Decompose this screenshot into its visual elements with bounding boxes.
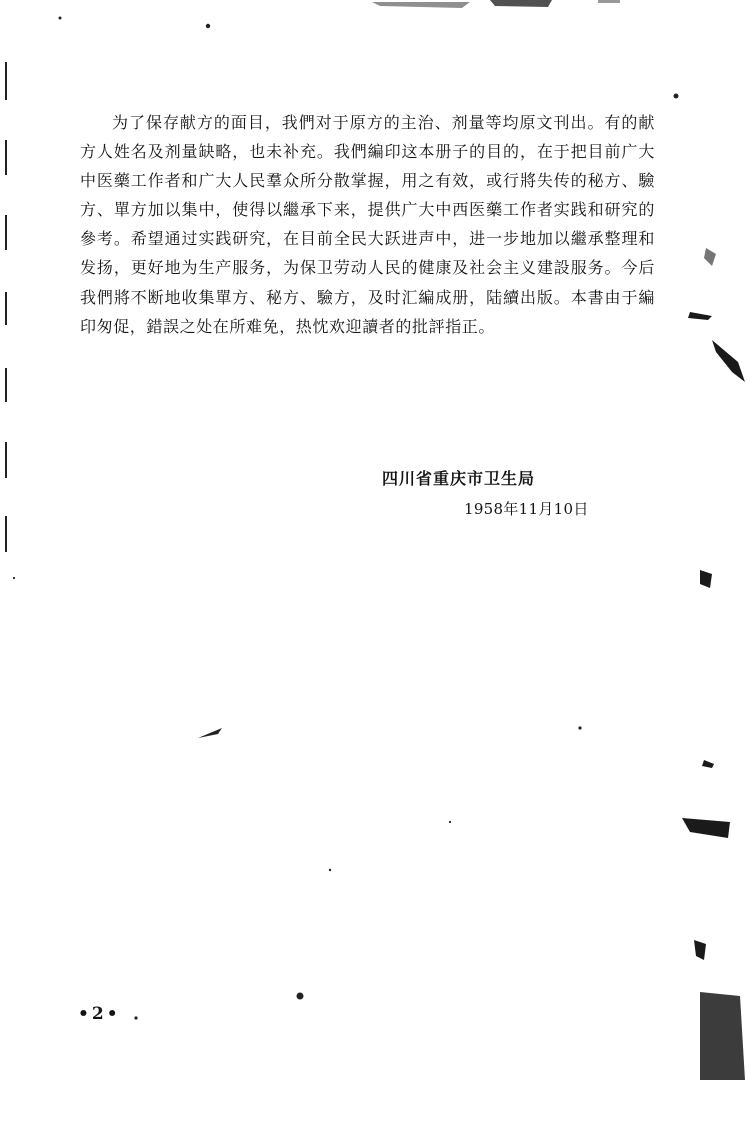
issue-date: 1958年11月10日 xyxy=(464,500,589,518)
page-number-dot-right: • xyxy=(106,1004,121,1024)
right-edge-specks xyxy=(682,248,745,1080)
preface-paragraph: 为了保存献方的面目，我們对于原方的主治、剂量等均原文刊出。有的献方人姓名及剂量缺略，也未补充。我們編印这本册子的目的，在于把目前广大中医藥工作者和广大人民羣众所分散掌握，用之有效，或行將失传的秘方、驗方、單方加以集中，使得以繼承下来，提供广大中西医藥工作者实践和研究的參考。希望通过实践研究，在目前全民大跃进声中，进一步地加以繼承整理和发扬，更好地为生产服务，为保卫劳动人民的健康及社会主义建設服务。今后我們將不断地收集單方、秘方、驗方，及时汇編成册，陆續出版。本書由于編印匆促，錯誤之处在所难免，热忱欢迎讀者的批評指正。 xyxy=(80,113,655,336)
page-number-dot-left: • xyxy=(78,1004,92,1024)
top-edge-smudges xyxy=(372,0,620,8)
issuer-signature: 四川省重庆市卫生局 xyxy=(382,469,536,488)
page-number xyxy=(78,1004,121,1024)
page-number-value: 2 xyxy=(91,1004,107,1024)
preface-body xyxy=(80,108,655,341)
